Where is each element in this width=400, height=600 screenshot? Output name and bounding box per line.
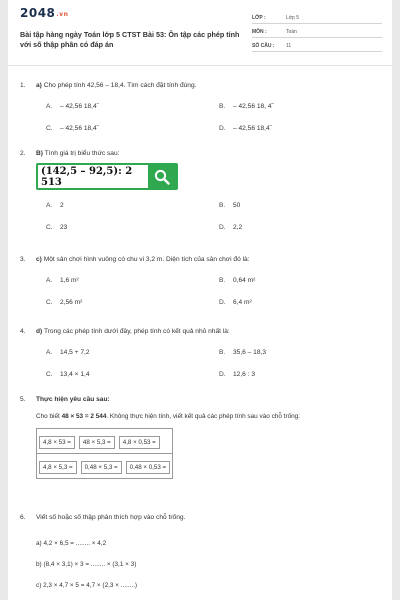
option-letter: C.: [46, 371, 53, 378]
question-body: Cho phép tính 42,56 – 18,4. Tìm cách đặt tính đúng.: [43, 82, 197, 89]
meta-panel: [252, 10, 382, 52]
option-text: 2: [60, 202, 64, 209]
option-text: 2,2: [233, 224, 243, 231]
option-c[interactable]: [46, 371, 90, 378]
option-text: 6,4 m²: [233, 299, 252, 306]
option-text: – 42,56 18,4‾: [233, 125, 272, 132]
calc-item[interactable]: 4,8 × 53 =: [39, 436, 75, 449]
document-page: [8, 0, 392, 600]
question-1: [20, 82, 380, 143]
question-title: Thực hiện yêu cầu sau:: [36, 396, 110, 403]
option-letter: B.: [219, 277, 226, 284]
question-number: 2.: [20, 150, 26, 157]
document-header: [8, 0, 392, 66]
option-text: 12,6 : 3: [233, 371, 255, 378]
option-b[interactable]: [219, 202, 240, 209]
option-letter: D.: [219, 299, 226, 306]
meta-key: MÔN :: [252, 29, 267, 35]
logo-text: 2048: [20, 6, 56, 20]
option-letter: A.: [46, 202, 53, 209]
options-list: [36, 198, 380, 238]
question-3: [20, 256, 380, 317]
search-button[interactable]: [148, 165, 176, 188]
options-list: [36, 273, 380, 317]
question-number: 4.: [20, 328, 26, 335]
option-d[interactable]: [219, 224, 242, 231]
option-text: – 42,56 18, 4‾: [233, 103, 274, 110]
question-text: [36, 82, 196, 89]
question-number: 3.: [20, 256, 26, 263]
option-a[interactable]: [46, 103, 99, 110]
option-letter: B.: [219, 349, 226, 356]
calc-table: [36, 428, 173, 479]
question-body: Một sân chơi hình vuông có chu vi 3,2 m. Diện tích của sân chơi đó là:: [43, 256, 250, 263]
option-letter: C.: [46, 299, 53, 306]
meta-key: SỐ CÂU :: [252, 43, 275, 49]
question-text: [36, 328, 230, 335]
option-c[interactable]: [46, 224, 67, 231]
option-letter: D.: [219, 371, 226, 378]
calc-item[interactable]: 0,48 × 5,3 =: [81, 461, 122, 474]
question-body: Tính giá trị biểu thức sau:: [44, 150, 120, 157]
option-text: – 42,56 18,4‾: [60, 103, 99, 110]
option-letter: B.: [219, 103, 226, 110]
meta-value: 11: [286, 43, 292, 49]
option-text: 0,64 m²: [233, 277, 256, 284]
table-cell: [37, 429, 173, 454]
question-number: 6.: [20, 514, 26, 521]
intro-after: . Không thực hiện tính, viết kết quả các phép tính sau vào chỗ trống:: [106, 413, 301, 420]
option-a[interactable]: [46, 202, 64, 209]
option-c[interactable]: [46, 299, 82, 306]
question-text: [36, 256, 250, 263]
option-d[interactable]: [219, 371, 255, 378]
option-text: 50: [233, 202, 241, 209]
meta-row-class: [252, 10, 382, 24]
option-letter: B.: [219, 202, 226, 209]
question-intro: [36, 413, 380, 420]
table-cell: [37, 454, 173, 479]
option-text: 14,5 + 7,2: [60, 349, 90, 356]
fill-line-c[interactable]: c) 2,3 × 4,7 × 5 = 4,7 × (2,3 × ........): [36, 582, 138, 589]
calc-item[interactable]: 4,8 × 5,3 =: [39, 461, 77, 474]
question-prefix: c): [36, 256, 42, 263]
option-letter: D.: [219, 224, 226, 231]
option-b[interactable]: [219, 103, 274, 110]
meta-row-count: [252, 38, 382, 52]
question-prefix: B): [36, 150, 43, 157]
logo-suffix: .vn: [56, 11, 69, 18]
option-text: – 42,56 18,4‾: [60, 125, 99, 132]
option-c[interactable]: [46, 125, 99, 132]
calc-item[interactable]: 0,48 × 0,53 =: [126, 461, 170, 474]
option-b[interactable]: [219, 349, 266, 356]
calc-item[interactable]: 4,8 × 0,53 =: [119, 436, 160, 449]
question-prefix: d): [36, 328, 43, 335]
option-letter: A.: [46, 277, 53, 284]
option-text: 1,6 m²: [60, 277, 79, 284]
search-icon: [154, 169, 170, 185]
meta-value: Lớp 5: [286, 15, 300, 21]
option-a[interactable]: [46, 277, 79, 284]
option-text: 13,4 × 1,4: [60, 371, 90, 378]
option-b[interactable]: [219, 277, 255, 284]
options-list: [36, 99, 380, 143]
option-letter: C.: [46, 224, 53, 231]
options-list: [36, 345, 380, 389]
fill-line-b[interactable]: b) (8,4 × 3,1) × 3 = ........ × (3,1 × 3): [36, 561, 137, 568]
option-letter: C.: [46, 125, 53, 132]
option-d[interactable]: [219, 299, 252, 306]
question-number: 1.: [20, 82, 26, 89]
option-a[interactable]: [46, 349, 90, 356]
question-title: Viết số hoặc số thập phân thích hợp vào chỗ trống.: [36, 514, 186, 521]
option-text: 23: [60, 224, 68, 231]
question-5: [20, 396, 380, 479]
option-letter: D.: [219, 125, 226, 132]
meta-value: Toán: [286, 29, 297, 35]
meta-key: LỚP :: [252, 15, 266, 21]
intro-before: Cho biết: [36, 413, 62, 420]
option-text: 2,56 m²: [60, 299, 83, 306]
option-letter: A.: [46, 103, 53, 110]
option-text: 35,6 – 18,3: [233, 349, 266, 356]
meta-row-subject: [252, 24, 382, 38]
question-number: 5.: [20, 396, 26, 403]
question-prefix: a): [36, 82, 42, 89]
option-letter: A.: [46, 349, 53, 356]
table-row: [37, 454, 173, 479]
expression-box: [36, 163, 178, 190]
question-body: Trong các phép tính dưới đây, phép tính có kết quả nhỏ nhất là:: [43, 328, 230, 335]
fill-lines: [36, 533, 380, 596]
fill-line-a[interactable]: a) 4,2 × 6,5 = ........ × 4,2: [36, 540, 107, 547]
question-text: [36, 150, 119, 157]
question-4: [20, 328, 380, 389]
calc-item[interactable]: 48 × 5,3 =: [79, 436, 115, 449]
question-2: [20, 150, 380, 238]
expression-text: (142,5 – 92,5): 2 513: [41, 165, 133, 188]
table-row: [37, 429, 173, 454]
question-6: [20, 514, 380, 596]
option-d[interactable]: [219, 125, 272, 132]
document-title: Bài tập hàng ngày Toán lớp 5 CTST Bài 53: Ôn tập các phép tính với số thập phân có đáp án: [20, 30, 240, 49]
intro-bold: 48 × 53 = 2 544: [61, 413, 107, 420]
